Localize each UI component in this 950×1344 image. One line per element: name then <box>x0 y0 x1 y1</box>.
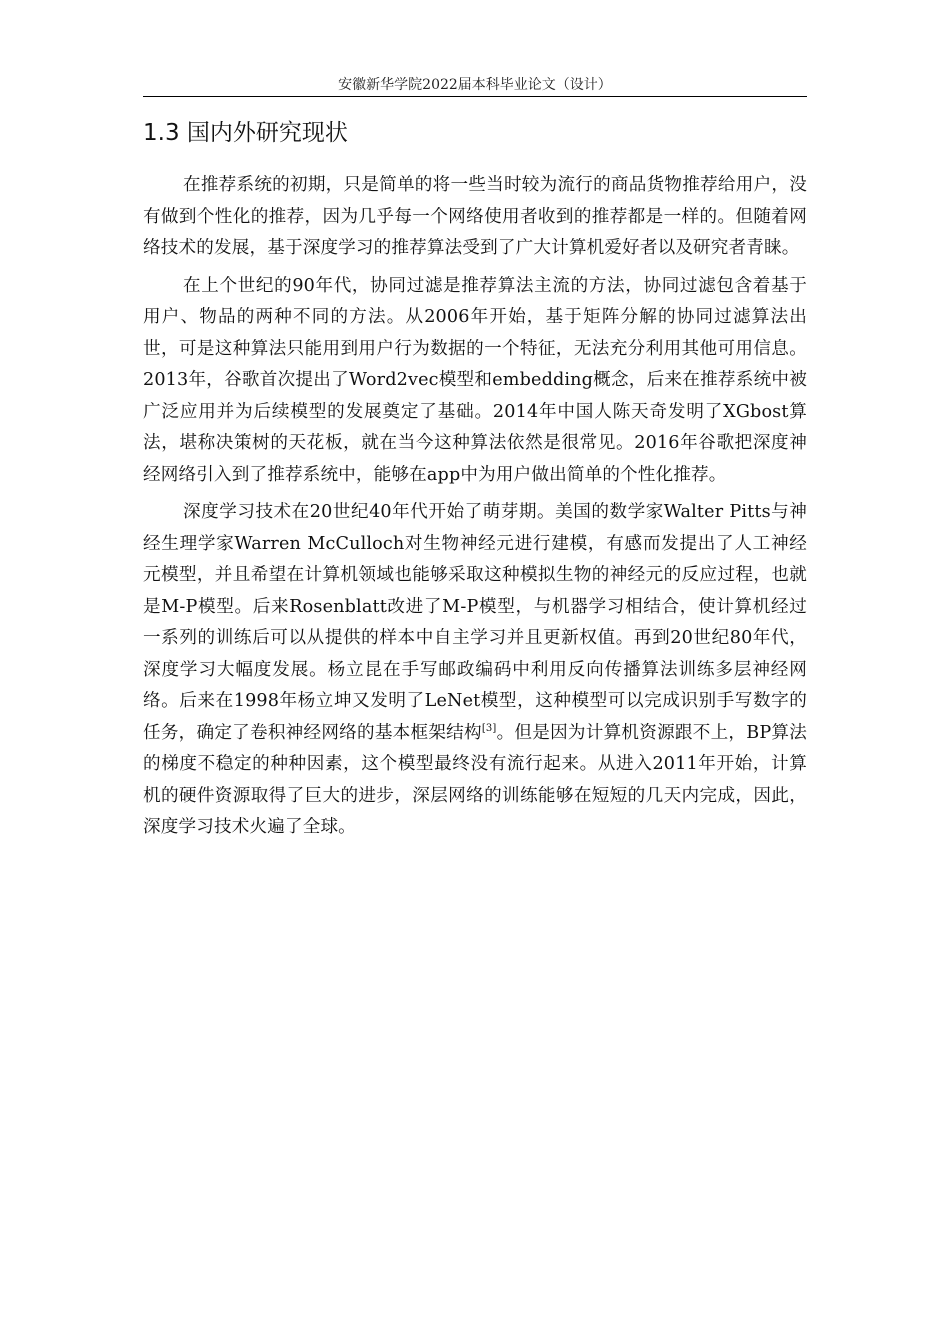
citation-marker[interactable]: [3] <box>481 722 497 734</box>
body-text <box>143 170 807 850</box>
paragraph-3-part-1: 深度学习技术在20世纪40年代开始了萌芽期。美国的数学家Walter Pitts与神经生理学家Warren McCulloch对生物神经元进行建模，有感而发提出了人工神经元模型，并且希望在计算机领域也能够采取这种模拟生物的神经元的反应过程，也就是M-P模型。后来Rosenblatt改进了M-P模型，与机器学习相结合，使计算机经过一系列的训练后可以从提供的样本中自主学习并且更新权值。再到20世纪80年代，深度学习大幅度发展。杨立昆在手写邮政编码中利用反向传播算法训练多层神经网络。后来在1998年杨立坤又发明了LeNet模型，这种模型可以完成识别手写数字的任务，确定了卷积神经网络的基本框架结构 <box>143 502 807 743</box>
header-rule <box>143 96 807 97</box>
running-header-title: 安徽新华学院2022届本科毕业论文（设计） <box>338 77 612 93</box>
paragraph-3 <box>143 497 807 844</box>
paragraph-2: 在上个世纪的90年代，协同过滤是推荐算法主流的方法，协同过滤包含着基于用户、物品的两种不同的方法。从2006年开始，基于矩阵分解的协同过滤算法出世，可是这种算法只能用到用户行为数据的一个特征，无法充分利用其他可用信息。2013年，谷歌首次提出了Word2vec模型和embedding概念，后来在推荐系统中被广泛应用并为后续模型的发展奠定了基础。2014年中国人陈天奇发明了XGbost算法，堪称决策树的天花板，就在当今这种算法依然是很常见。2016年谷歌把深度神经网络引入到了推荐系统中，能够在app中为用户做出简单的个性化推荐。 <box>143 275 807 485</box>
paragraph-3-part-2: 。但是因为计算机资源跟不上，BP算法的梯度不稳定的种种因素，这个模型最终没有流行起来。从进入2011年开始，计算机的硬件资源取得了巨大的进步，深层网络的训练能够在短短的几天内完成，因此，深度学习技术火遍了全球。 <box>143 722 807 837</box>
paragraph-1: 在推荐系统的初期，只是简单的将一些当时较为流行的商品货物推荐给用户，没有做到个性化的推荐，因为几乎每一个网络使用者收到的推荐都是一样的。但随着网络技术的发展，基于深度学习的推荐算法受到了广大计算机爱好者以及研究者青睐。 <box>143 175 807 258</box>
running-header <box>143 76 807 94</box>
section-heading: 1.3 国内外研究现状 <box>143 120 348 146</box>
